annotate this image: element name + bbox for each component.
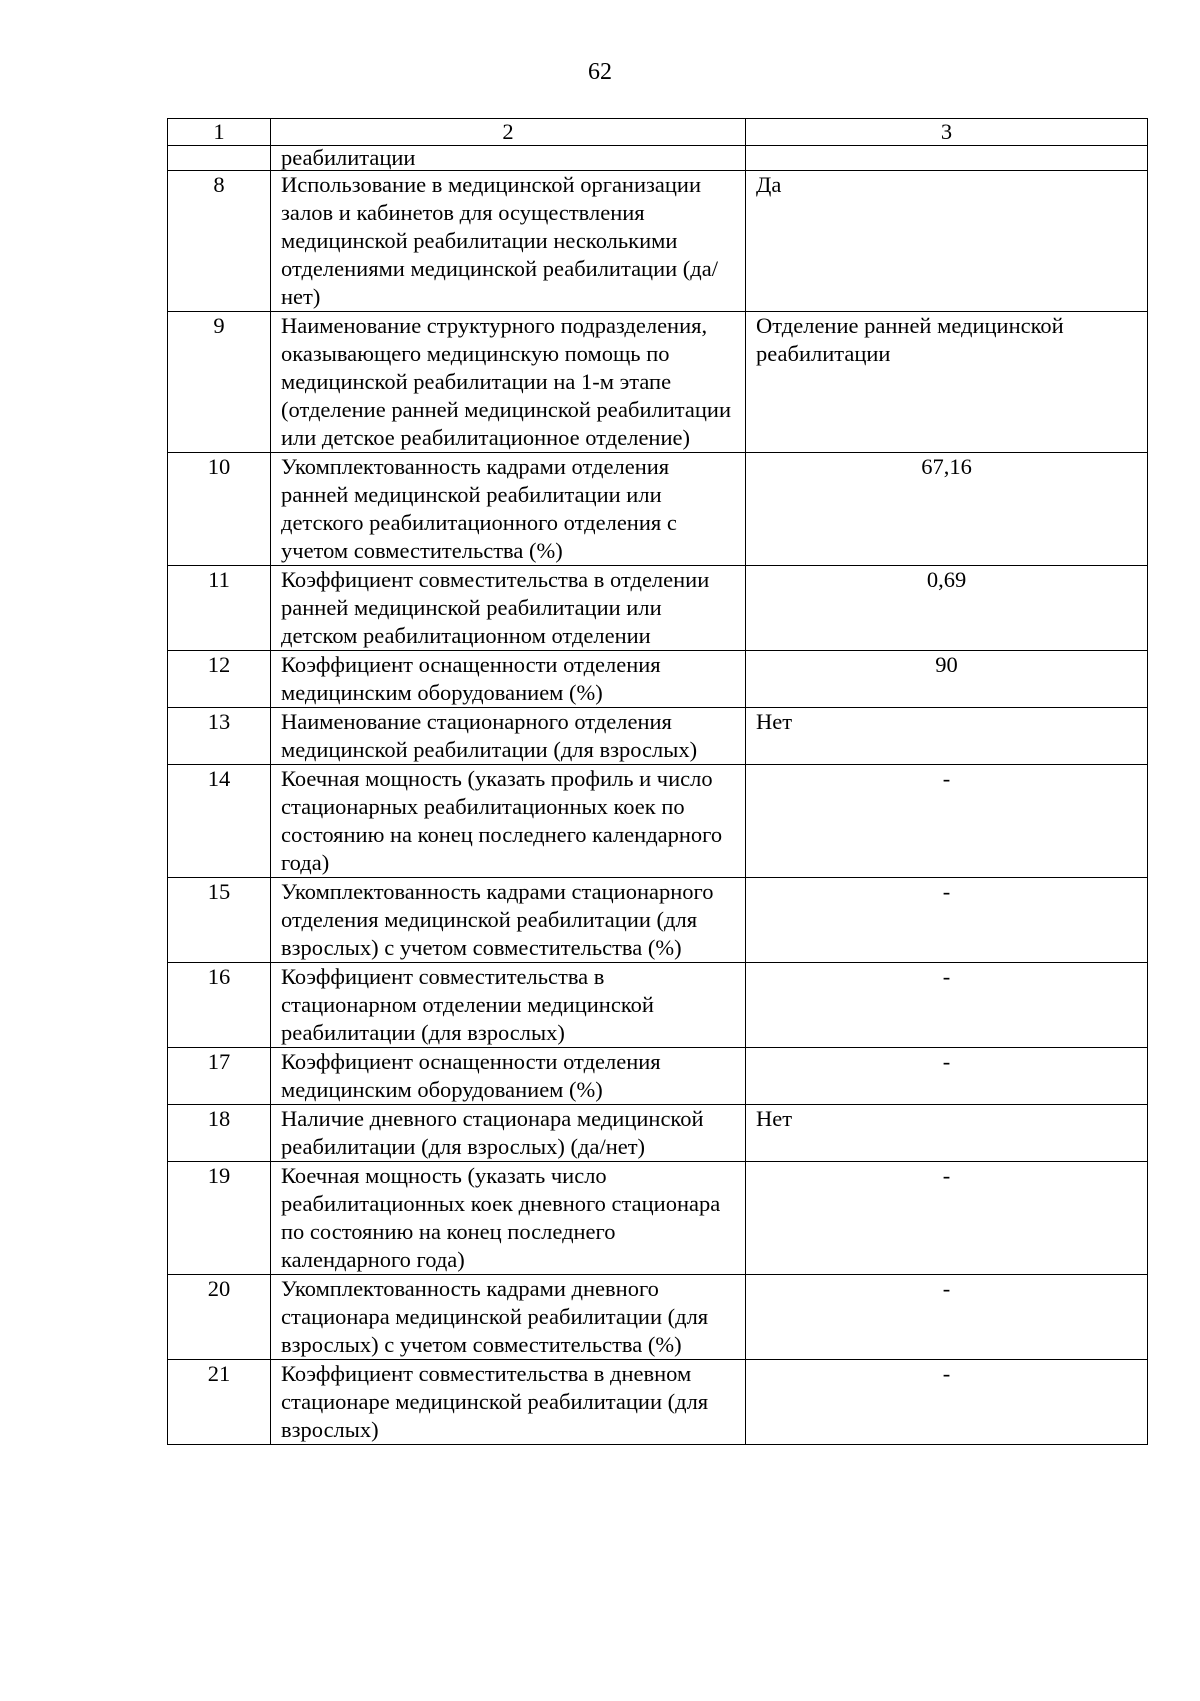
row-value: 67,16 — [746, 453, 1148, 566]
row-value: Отделение ранней медицинской реабилитации — [746, 312, 1148, 453]
row-indicator-text: Коечная мощность (указать профиль и число стационарных реабилитационных коек по состоянию на конец последнего календарного года) — [271, 765, 746, 878]
row-value — [746, 146, 1148, 171]
row-indicator-text: Коэффициент совместительства в стационарном отделении медицинской реабилитации (для взрослых) — [271, 963, 746, 1048]
header-col-1: 1 — [168, 119, 271, 146]
row-indicator-text: Укомплектованность кадрами стационарного отделения медицинской реабилитации (для взрослых) с учетом совместительства (%) — [271, 878, 746, 963]
row-number: 19 — [168, 1162, 271, 1275]
row-number: 18 — [168, 1105, 271, 1162]
table-row — [168, 1360, 1148, 1445]
row-indicator-text: Наименование структурного подразделения, оказывающего медицинскую помощь по медицинской реабилитации на 1-м этапе (отделение ранней медицинской реабилитации или детское реабилитационное отделение) — [271, 312, 746, 453]
row-indicator-text: Коечная мощность (указать число реабилитационных коек дневного стационара по состоянию на конец последнего календарного года) — [271, 1162, 746, 1275]
row-indicator-text: Коэффициент совместительства в отделении ранней медицинской реабилитации или детском реабилитационном отделении — [271, 566, 746, 651]
row-value: 90 — [746, 651, 1148, 708]
row-indicator-text: Коэффициент оснащенности отделения медицинским оборудованием (%) — [271, 1048, 746, 1105]
table-row — [168, 1162, 1148, 1275]
row-number: 16 — [168, 963, 271, 1048]
row-number: 9 — [168, 312, 271, 453]
table-row — [168, 1048, 1148, 1105]
row-indicator-text: Укомплектованность кадрами отделения ранней медицинской реабилитации или детского реабилитационного отделения с учетом совместительства (%) — [271, 453, 746, 566]
row-indicator-text: Использование в медицинской организации залов и кабинетов для осуществления медицинской реабилитации несколькими отделениями медицинской реабилитации (да/нет) — [271, 171, 746, 312]
row-number — [168, 146, 271, 171]
row-indicator-text: Наименование стационарного отделения медицинской реабилитации (для взрослых) — [271, 708, 746, 765]
table-body — [168, 119, 1148, 1445]
row-number: 8 — [168, 171, 271, 312]
row-value: - — [746, 963, 1148, 1048]
table-row — [168, 765, 1148, 878]
header-col-3: 3 — [746, 119, 1148, 146]
table-row — [168, 1275, 1148, 1360]
header-col-2: 2 — [271, 119, 746, 146]
table-row — [168, 312, 1148, 453]
row-number: 11 — [168, 566, 271, 651]
row-value: Да — [746, 171, 1148, 312]
row-number: 15 — [168, 878, 271, 963]
row-indicator-text: Коэффициент оснащенности отделения медицинским оборудованием (%) — [271, 651, 746, 708]
row-indicator-text: Наличие дневного стационара медицинской реабилитации (для взрослых) (да/нет) — [271, 1105, 746, 1162]
row-value: Нет — [746, 708, 1148, 765]
table-row — [168, 963, 1148, 1048]
table-row — [168, 566, 1148, 651]
table-row — [168, 453, 1148, 566]
table-header-row — [168, 119, 1148, 146]
table-row — [168, 651, 1148, 708]
row-value: - — [746, 1360, 1148, 1445]
row-indicator-text: Укомплектованность кадрами дневного стационара медицинской реабилитации (для взрослых) с учетом совместительства (%) — [271, 1275, 746, 1360]
row-indicator-text: Коэффициент совместительства в дневном стационаре медицинской реабилитации (для взрослых) — [271, 1360, 746, 1445]
indicators-table — [167, 118, 1148, 1445]
row-number: 21 — [168, 1360, 271, 1445]
row-value: Нет — [746, 1105, 1148, 1162]
row-number: 13 — [168, 708, 271, 765]
row-number: 14 — [168, 765, 271, 878]
row-value: 0,69 — [746, 566, 1148, 651]
row-number: 10 — [168, 453, 271, 566]
table-row — [168, 171, 1148, 312]
row-indicator-text: реабилитации — [271, 146, 746, 171]
page-number: 62 — [588, 59, 612, 85]
row-number: 12 — [168, 651, 271, 708]
row-number: 17 — [168, 1048, 271, 1105]
continuation-row — [168, 146, 1148, 171]
row-value: - — [746, 878, 1148, 963]
row-value: - — [746, 1162, 1148, 1275]
table-row — [168, 708, 1148, 765]
row-value: - — [746, 1275, 1148, 1360]
row-value: - — [746, 1048, 1148, 1105]
row-value: - — [746, 765, 1148, 878]
row-number: 20 — [168, 1275, 271, 1360]
table-row — [168, 878, 1148, 963]
table-row — [168, 1105, 1148, 1162]
